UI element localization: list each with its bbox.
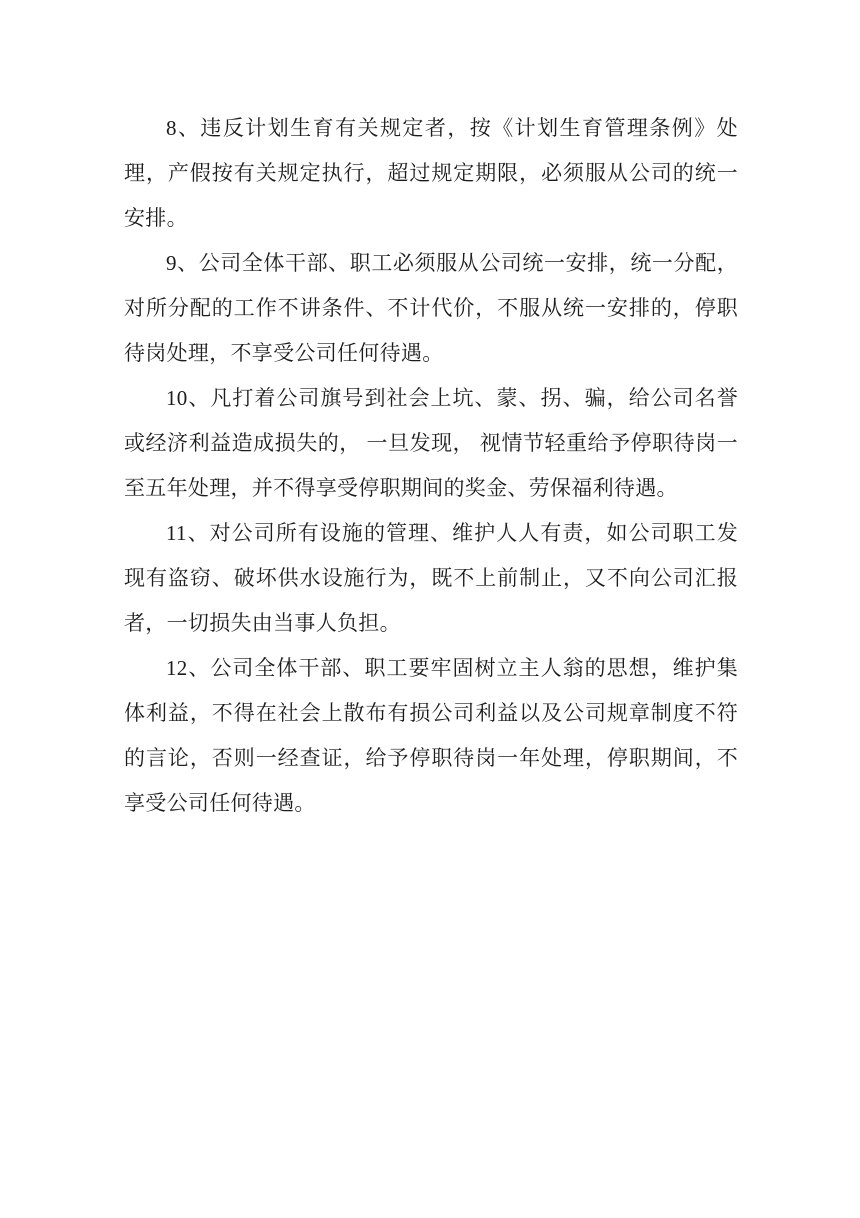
document-body bbox=[124, 106, 738, 826]
paragraph-item-9: 9、公司全体干部、职工必须服从公司统一安排，统一分配，对所分配的工作不讲条件、不计代价，不服从统一安排的，停职待岗处理，不享受公司任何待遇。 bbox=[124, 251, 738, 365]
paragraph-item-12: 12、公司全体干部、职工要牢固树立主人翁的思想，维护集体利益，不得在社会上散布有损公司利益以及公司规章制度不符的言论，否则一经查证，给予停职待岗一年处理，停职期间，不享受公司任何待遇。 bbox=[124, 656, 738, 815]
paragraph-item-8: 8、违反计划生育有关规定者，按《计划生育管理条例》处理，产假按有关规定执行，超过规定期限，必须服从公司的统一安排。 bbox=[124, 116, 738, 230]
paragraph-item-10: 10、凡打着公司旗号到社会上坑、蒙、拐、骗，给公司名誉或经济利益造成损失的， 一旦发现， 视情节轻重给予停职待岗一至五年处理，并不得享受停职期间的奖金、劳保福利待遇。 bbox=[124, 386, 738, 500]
paragraph-item-11: 11、对公司所有设施的管理、维护人人有责，如公司职工发现有盗窃、破坏供水设施行为，既不上前制止，又不向公司汇报者，一切损失由当事人负担。 bbox=[124, 521, 738, 635]
